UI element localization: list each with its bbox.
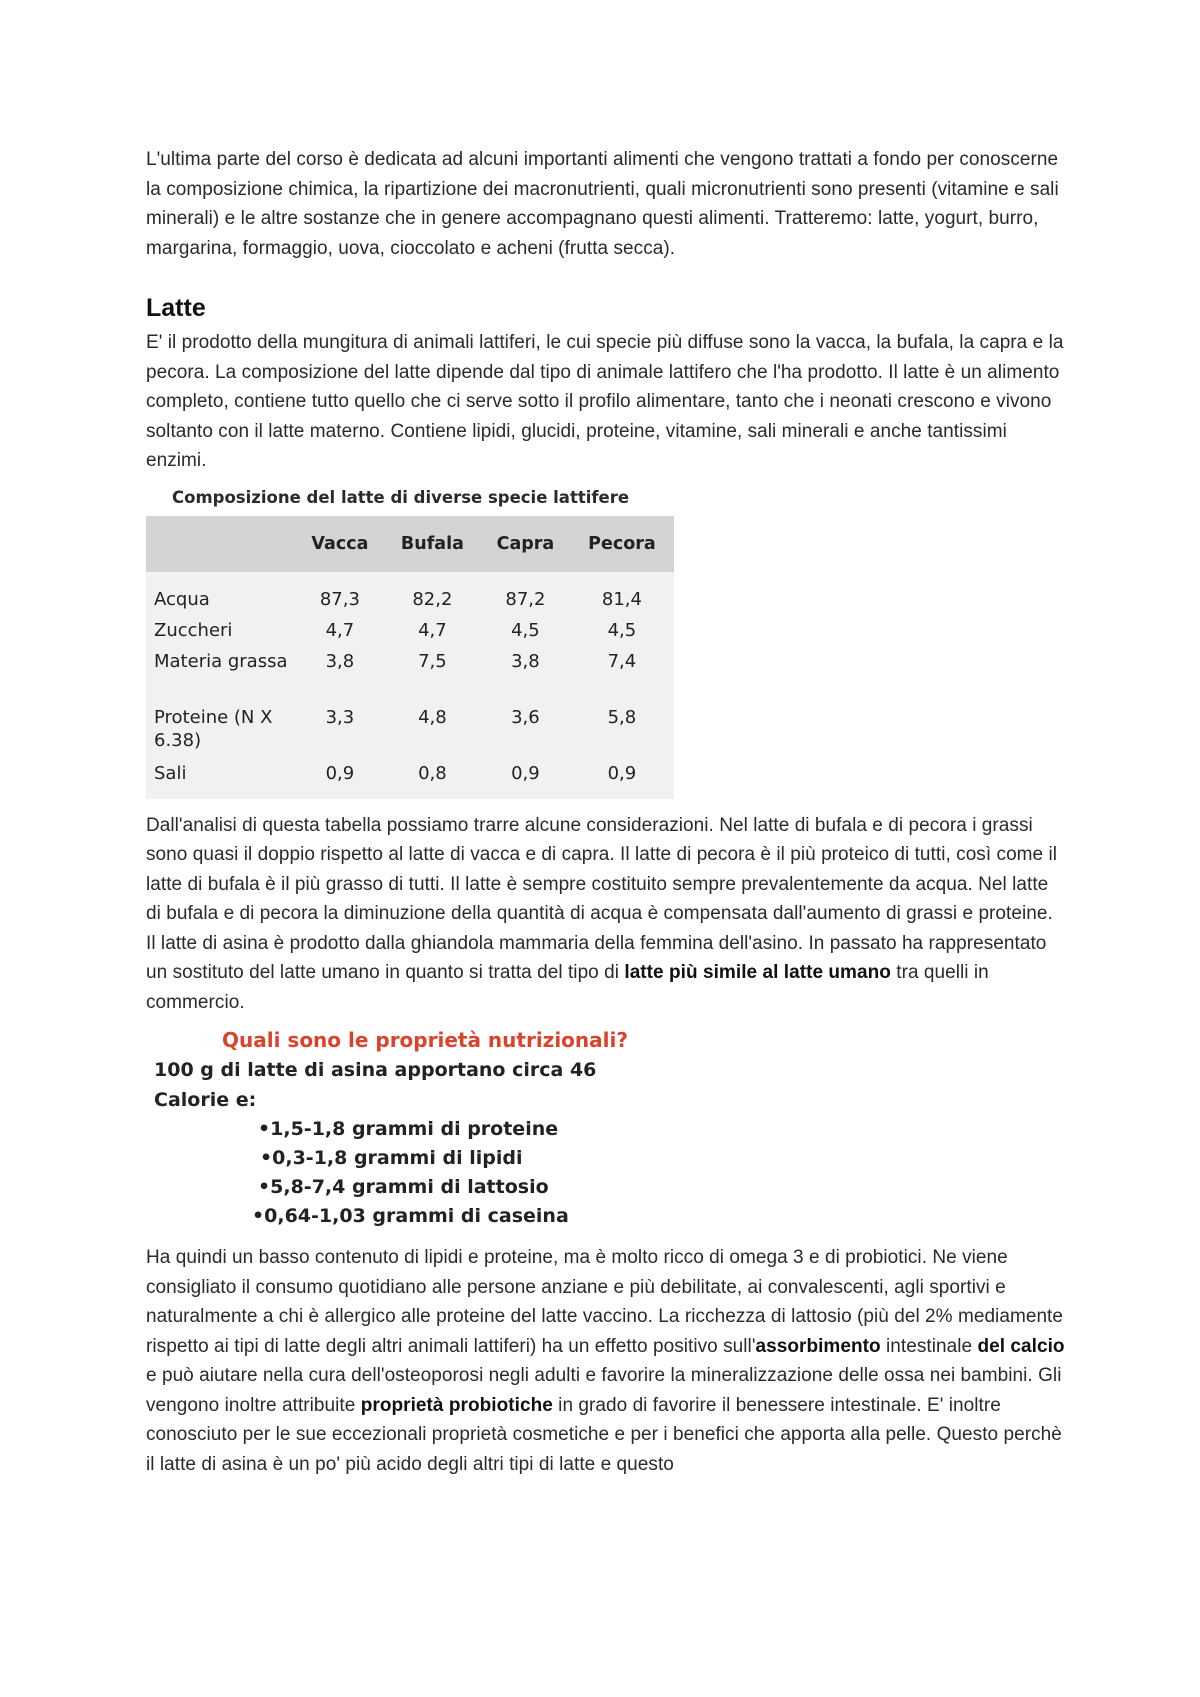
table-analysis-paragraph: Dall'analisi di questa tabella possiamo trarre alcune considerazioni. Nel latte di bufala e di pecora i grassi sono quasi il doppio rispetto al latte di vacca e di capra. Il latte di pecora è il più proteico di tutti, così come il latte di bufala è il più grasso di tutti. Il latte è sempre costituito sempre prevalentemente da acqua. Nel latte di bufala e di pecora la diminuzione della quantità di acqua è compensata dall'aumento di grassi e proteine. xyxy=(146,814,1058,924)
table-row xyxy=(146,646,674,702)
list-item: •1,5-1,8 grammi di proteine xyxy=(258,1118,559,1140)
table-cell: 82,2 xyxy=(412,588,453,610)
asina-bold-text: latte più simile al latte umano xyxy=(624,962,891,983)
row-label: Zuccheri xyxy=(154,619,233,641)
table-cell: 4,7 xyxy=(418,619,447,641)
section-heading-latte: Latte xyxy=(146,294,206,322)
table-cell: 81,4 xyxy=(601,588,642,610)
bold-proprieta-probiotiche: proprietà probiotiche xyxy=(360,1394,553,1416)
table-cell: 87,3 xyxy=(319,588,360,610)
list-item: •0,64-1,03 grammi di caseina xyxy=(252,1205,569,1227)
closing-text: e può aiutare nella cura dell'osteoporosi negli adulti e favorire la mineralizzazione delle ossa nei bambini. Gli vengono inoltre attribuite xyxy=(146,1365,1062,1416)
composition-table-figure xyxy=(146,484,674,799)
table-cell: 0,9 xyxy=(607,762,637,784)
nutrition-infobox-figure xyxy=(146,1025,674,1231)
table-cell: 0,8 xyxy=(418,762,447,784)
table-header-bufala: Bufala xyxy=(400,533,464,554)
table-cell: 7,5 xyxy=(418,650,447,672)
document-body xyxy=(146,145,1066,1479)
table-header-vacca: Vacca xyxy=(311,533,369,554)
table-cell: 3,3 xyxy=(325,706,355,728)
closing-text: in grado di favorire il benessere intestinale. E' inoltre conosciuto per le sue eccezionali proprietà cosmetiche e per i benefici che apporta alla pelle. Questo perchè il latte di asina è un po' più acido degli altri tipi di latte e questo xyxy=(146,1394,1062,1475)
table-header-row xyxy=(146,516,674,572)
list-item: •5,8-7,4 grammi di lattosio xyxy=(258,1176,549,1198)
closing-text: intestinale xyxy=(880,1335,978,1357)
table-cell: 4,5 xyxy=(511,619,540,641)
table-cell: 0,9 xyxy=(511,762,540,784)
infobox-title: Quali sono le proprietà nutrizionali? xyxy=(222,1028,628,1052)
asina-text: Il latte di asina è prodotto dalla ghiandola mammaria della femmina dell'asino. In passato ha rappresentato un sostituto del latte umano in quanto si tratta del tipo di xyxy=(146,932,1047,983)
table-row xyxy=(146,758,674,799)
table-header-pecora: Pecora xyxy=(588,533,656,554)
row-label: Proteine (N X 6.38) xyxy=(154,706,273,751)
row-label: Sali xyxy=(154,762,187,784)
table-cell: 87,2 xyxy=(505,588,546,610)
table-row xyxy=(146,615,674,646)
table-cell: 3,8 xyxy=(511,650,540,672)
closing-paragraph xyxy=(146,1243,1066,1479)
list-item: •0,3-1,8 grammi di lipidi xyxy=(260,1147,523,1169)
infobox-lead: 100 g di latte di asina apportano circa 46 Calorie e: xyxy=(154,1059,597,1111)
intro-paragraph: L'ultima parte del corso è dedicata ad alcuni importanti alimenti che vengono trattati a fondo per conoscerne la composizione chimica, la ripartizione dei macronutrienti, quali micronutrienti sono presenti (vitamine e sali minerali) e le altre sostanze che in genere accompagnano questi alimenti. Tratteremo: latte, yogurt, burro, margarina, formaggio, uova, cioccolato e acheni (frutta secca). xyxy=(146,149,1059,259)
table-cell: 4,7 xyxy=(325,619,355,641)
table-cell: 3,6 xyxy=(511,706,540,728)
asina-text-end: tra quelli in commercio. xyxy=(146,962,989,1013)
row-label: Materia grassa xyxy=(154,650,288,672)
asina-paragraph xyxy=(146,929,1066,1018)
table-cell: 4,8 xyxy=(418,706,447,728)
composition-table xyxy=(146,516,674,799)
bold-assorbimento: assorbimento xyxy=(755,1335,881,1357)
table-cell: 3,8 xyxy=(325,650,355,672)
table-header-cell xyxy=(146,516,296,572)
table-row xyxy=(146,572,674,615)
table-cell: 5,8 xyxy=(607,706,637,728)
table-cell: 4,5 xyxy=(607,619,637,641)
closing-text: Ha quindi un basso contenuto di lipidi e proteine, ma è molto ricco di omega 3 e di probiotici. Ne viene consigliato il consumo quotidiano alle persone anziane e più debilitate, ai convalescenti, agli sportivi e naturalmente a chi è allergico alle proteine del latte vaccino. La ricchezza di lattosio (più del 2% mediamente rispetto ai tipi di latte degli altri animali lattiferi) ha un effetto positivo sull' xyxy=(146,1247,1064,1357)
bold-del-calcio: del calcio xyxy=(977,1335,1065,1357)
table-cell: 7,4 xyxy=(607,650,637,672)
infobox-list xyxy=(146,1115,674,1231)
row-label: Acqua xyxy=(154,588,210,610)
table-cell: 0,9 xyxy=(325,762,355,784)
table-row xyxy=(146,702,674,758)
latte-description-paragraph: E' il prodotto della mungitura di animali lattiferi, le cui specie più diffuse sono la vacca, la bufala, la capra e la pecora. La composizione del latte dipende dal tipo di animale lattifero che l'ha prodotto. Il latte è un alimento completo, contiene tutto quello che ci serve sotto il profilo alimentare, tanto che i neonati crescono e vivono soltanto con il latte materno. Contiene lipidi, glucidi, proteine, vitamine, sali minerali e anche tantissimi enzimi. xyxy=(146,332,1064,471)
table-header-capra: Capra xyxy=(496,533,555,554)
table-caption: Composizione del latte di diverse specie lattifere xyxy=(172,487,630,507)
